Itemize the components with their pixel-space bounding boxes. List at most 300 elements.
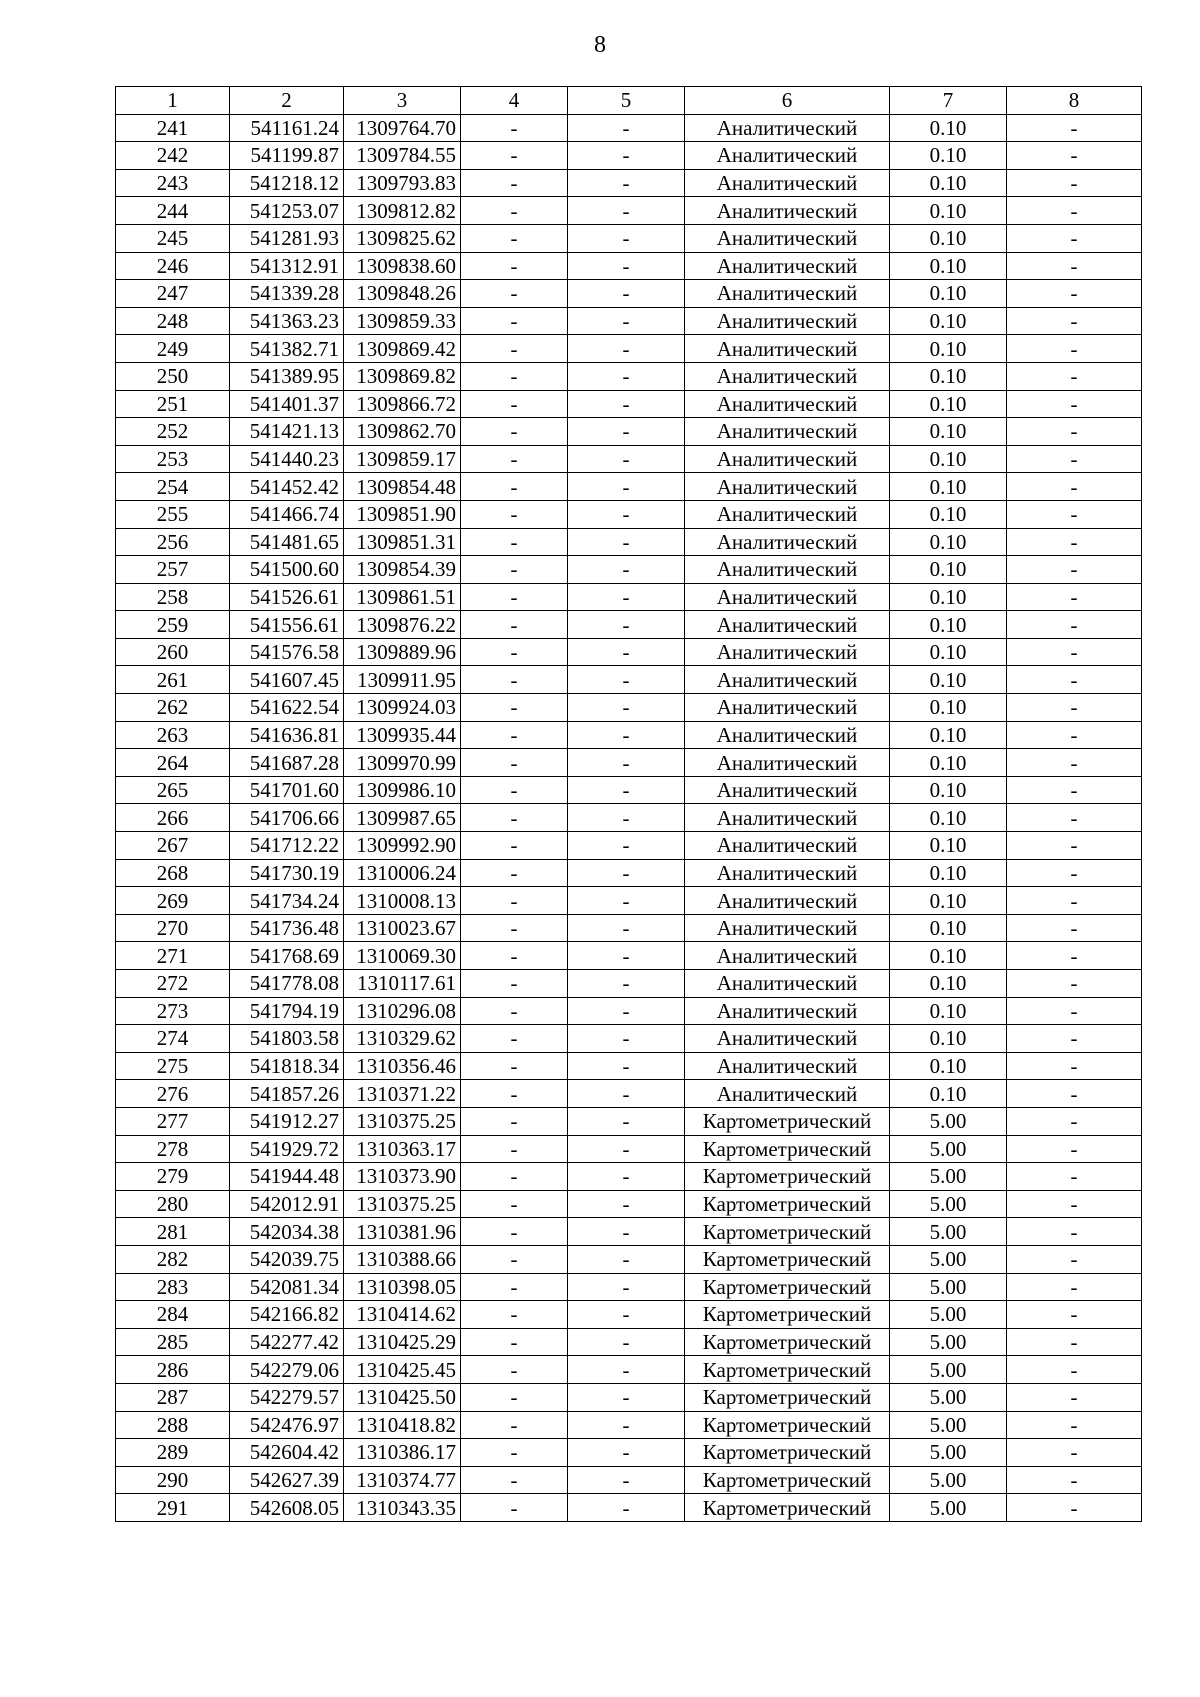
accuracy-cell: 0.10	[890, 832, 1007, 860]
col4-cell: -	[461, 224, 568, 252]
col8-cell: -	[1007, 1356, 1142, 1384]
col5-cell: -	[568, 1301, 685, 1329]
table-row	[116, 252, 1142, 280]
x-coordinate-cell: 541706.66	[230, 804, 344, 832]
point-number-cell: 251	[116, 390, 230, 418]
x-coordinate-cell: 541363.23	[230, 307, 344, 335]
col4-cell: -	[461, 169, 568, 197]
col8-cell: -	[1007, 914, 1142, 942]
x-coordinate-cell: 542039.75	[230, 1245, 344, 1273]
col4-cell: -	[461, 473, 568, 501]
x-coordinate-cell: 541500.60	[230, 556, 344, 584]
method-cell: Аналитический	[685, 500, 890, 528]
table-row	[116, 335, 1142, 363]
x-coordinate-cell: 541794.19	[230, 997, 344, 1025]
table-row	[116, 142, 1142, 170]
table-row	[116, 1466, 1142, 1494]
x-coordinate-cell: 541607.45	[230, 666, 344, 694]
method-cell: Аналитический	[685, 804, 890, 832]
point-number-cell: 276	[116, 1080, 230, 1108]
col5-cell: -	[568, 1245, 685, 1273]
table-row	[116, 1328, 1142, 1356]
method-cell: Картометрический	[685, 1301, 890, 1329]
x-coordinate-cell: 541768.69	[230, 942, 344, 970]
accuracy-cell: 0.10	[890, 804, 1007, 832]
column-header-7: 7	[890, 87, 1007, 115]
col8-cell: -	[1007, 970, 1142, 998]
col8-cell: -	[1007, 804, 1142, 832]
col8-cell: -	[1007, 1107, 1142, 1135]
col8-cell: -	[1007, 473, 1142, 501]
col8-cell: -	[1007, 1245, 1142, 1273]
method-cell: Аналитический	[685, 1025, 890, 1053]
table-row	[116, 887, 1142, 915]
col4-cell: -	[461, 1466, 568, 1494]
accuracy-cell: 5.00	[890, 1328, 1007, 1356]
point-number-cell: 287	[116, 1383, 230, 1411]
x-coordinate-cell: 541701.60	[230, 776, 344, 804]
y-coordinate-cell: 1310425.50	[344, 1383, 461, 1411]
y-coordinate-cell: 1309851.31	[344, 528, 461, 556]
col8-cell: -	[1007, 583, 1142, 611]
y-coordinate-cell: 1310414.62	[344, 1301, 461, 1329]
x-coordinate-cell: 541712.22	[230, 832, 344, 860]
point-number-cell: 249	[116, 335, 230, 363]
method-cell: Аналитический	[685, 224, 890, 252]
col8-cell: -	[1007, 859, 1142, 887]
col4-cell: -	[461, 749, 568, 777]
table-row	[116, 1356, 1142, 1384]
col5-cell: -	[568, 638, 685, 666]
point-number-cell: 263	[116, 721, 230, 749]
col5-cell: -	[568, 418, 685, 446]
col4-cell: -	[461, 859, 568, 887]
col8-cell: -	[1007, 418, 1142, 446]
table-row	[116, 169, 1142, 197]
col4-cell: -	[461, 1218, 568, 1246]
x-coordinate-cell: 541452.42	[230, 473, 344, 501]
col4-cell: -	[461, 611, 568, 639]
table-row	[116, 997, 1142, 1025]
col4-cell: -	[461, 1245, 568, 1273]
point-number-cell: 256	[116, 528, 230, 556]
method-cell: Аналитический	[685, 638, 890, 666]
x-coordinate-cell: 541576.58	[230, 638, 344, 666]
col8-cell: -	[1007, 1383, 1142, 1411]
x-coordinate-cell: 541818.34	[230, 1052, 344, 1080]
method-cell: Аналитический	[685, 859, 890, 887]
y-coordinate-cell: 1309986.10	[344, 776, 461, 804]
col8-cell: -	[1007, 500, 1142, 528]
method-cell: Аналитический	[685, 1052, 890, 1080]
column-header-5: 5	[568, 87, 685, 115]
method-cell: Картометрический	[685, 1466, 890, 1494]
method-cell: Картометрический	[685, 1107, 890, 1135]
point-number-cell: 289	[116, 1439, 230, 1467]
col8-cell: -	[1007, 1080, 1142, 1108]
x-coordinate-cell: 541389.95	[230, 362, 344, 390]
method-cell: Аналитический	[685, 445, 890, 473]
col5-cell: -	[568, 1411, 685, 1439]
x-coordinate-cell: 541312.91	[230, 252, 344, 280]
x-coordinate-cell: 541803.58	[230, 1025, 344, 1053]
method-cell: Аналитический	[685, 721, 890, 749]
method-cell: Аналитический	[685, 666, 890, 694]
table-row	[116, 1135, 1142, 1163]
point-number-cell: 268	[116, 859, 230, 887]
col4-cell: -	[461, 1107, 568, 1135]
col8-cell: -	[1007, 1439, 1142, 1467]
y-coordinate-cell: 1309825.62	[344, 224, 461, 252]
accuracy-cell: 0.10	[890, 942, 1007, 970]
x-coordinate-cell: 541556.61	[230, 611, 344, 639]
y-coordinate-cell: 1309869.82	[344, 362, 461, 390]
col4-cell: -	[461, 942, 568, 970]
x-coordinate-cell: 541339.28	[230, 280, 344, 308]
point-number-cell: 265	[116, 776, 230, 804]
x-coordinate-cell: 541481.65	[230, 528, 344, 556]
accuracy-cell: 0.10	[890, 776, 1007, 804]
y-coordinate-cell: 1310069.30	[344, 942, 461, 970]
table-row	[116, 1273, 1142, 1301]
col4-cell: -	[461, 914, 568, 942]
point-number-cell: 241	[116, 114, 230, 142]
table-row	[116, 970, 1142, 998]
accuracy-cell: 5.00	[890, 1466, 1007, 1494]
col4-cell: -	[461, 804, 568, 832]
col5-cell: -	[568, 611, 685, 639]
col5-cell: -	[568, 556, 685, 584]
x-coordinate-cell: 542277.42	[230, 1328, 344, 1356]
point-number-cell: 275	[116, 1052, 230, 1080]
col4-cell: -	[461, 280, 568, 308]
point-number-cell: 260	[116, 638, 230, 666]
point-number-cell: 279	[116, 1163, 230, 1191]
col5-cell: -	[568, 169, 685, 197]
table-header-row	[116, 87, 1142, 115]
y-coordinate-cell: 1310425.29	[344, 1328, 461, 1356]
table-row	[116, 390, 1142, 418]
x-coordinate-cell: 541253.07	[230, 197, 344, 225]
method-cell: Аналитический	[685, 1080, 890, 1108]
x-coordinate-cell: 542476.97	[230, 1411, 344, 1439]
method-cell: Аналитический	[685, 335, 890, 363]
y-coordinate-cell: 1309848.26	[344, 280, 461, 308]
col5-cell: -	[568, 528, 685, 556]
method-cell: Аналитический	[685, 749, 890, 777]
y-coordinate-cell: 1309987.65	[344, 804, 461, 832]
y-coordinate-cell: 1310386.17	[344, 1439, 461, 1467]
method-cell: Аналитический	[685, 887, 890, 915]
col4-cell: -	[461, 390, 568, 418]
accuracy-cell: 0.10	[890, 224, 1007, 252]
accuracy-cell: 0.10	[890, 721, 1007, 749]
point-number-cell: 254	[116, 473, 230, 501]
col8-cell: -	[1007, 1494, 1142, 1522]
col5-cell: -	[568, 252, 685, 280]
point-number-cell: 255	[116, 500, 230, 528]
y-coordinate-cell: 1310023.67	[344, 914, 461, 942]
accuracy-cell: 0.10	[890, 970, 1007, 998]
table-row	[116, 1052, 1142, 1080]
accuracy-cell: 0.10	[890, 859, 1007, 887]
method-cell: Аналитический	[685, 942, 890, 970]
x-coordinate-cell: 542279.57	[230, 1383, 344, 1411]
accuracy-cell: 0.10	[890, 694, 1007, 722]
method-cell: Аналитический	[685, 473, 890, 501]
x-coordinate-cell: 541687.28	[230, 749, 344, 777]
method-cell: Аналитический	[685, 970, 890, 998]
table-row	[116, 914, 1142, 942]
accuracy-cell: 0.10	[890, 197, 1007, 225]
method-cell: Картометрический	[685, 1356, 890, 1384]
col4-cell: -	[461, 335, 568, 363]
method-cell: Аналитический	[685, 362, 890, 390]
col5-cell: -	[568, 859, 685, 887]
column-header-1: 1	[116, 87, 230, 115]
col8-cell: -	[1007, 1411, 1142, 1439]
x-coordinate-cell: 541526.61	[230, 583, 344, 611]
col4-cell: -	[461, 252, 568, 280]
col4-cell: -	[461, 1411, 568, 1439]
col5-cell: -	[568, 1328, 685, 1356]
y-coordinate-cell: 1310398.05	[344, 1273, 461, 1301]
x-coordinate-cell: 542081.34	[230, 1273, 344, 1301]
col8-cell: -	[1007, 1301, 1142, 1329]
y-coordinate-cell: 1310343.35	[344, 1494, 461, 1522]
point-number-cell: 266	[116, 804, 230, 832]
point-number-cell: 270	[116, 914, 230, 942]
point-number-cell: 247	[116, 280, 230, 308]
col5-cell: -	[568, 500, 685, 528]
col5-cell: -	[568, 666, 685, 694]
col4-cell: -	[461, 583, 568, 611]
col8-cell: -	[1007, 1025, 1142, 1053]
x-coordinate-cell: 542034.38	[230, 1218, 344, 1246]
col8-cell: -	[1007, 556, 1142, 584]
y-coordinate-cell: 1309861.51	[344, 583, 461, 611]
method-cell: Картометрический	[685, 1273, 890, 1301]
point-number-cell: 262	[116, 694, 230, 722]
col8-cell: -	[1007, 1218, 1142, 1246]
method-cell: Аналитический	[685, 142, 890, 170]
method-cell: Аналитический	[685, 528, 890, 556]
table-row	[116, 1301, 1142, 1329]
col5-cell: -	[568, 1218, 685, 1246]
method-cell: Картометрический	[685, 1383, 890, 1411]
x-coordinate-cell: 541944.48	[230, 1163, 344, 1191]
table-row	[116, 1163, 1142, 1191]
col5-cell: -	[568, 1273, 685, 1301]
col5-cell: -	[568, 1190, 685, 1218]
y-coordinate-cell: 1309851.90	[344, 500, 461, 528]
y-coordinate-cell: 1310363.17	[344, 1135, 461, 1163]
accuracy-cell: 0.10	[890, 473, 1007, 501]
col5-cell: -	[568, 1356, 685, 1384]
y-coordinate-cell: 1309854.48	[344, 473, 461, 501]
col5-cell: -	[568, 114, 685, 142]
table-row	[116, 1218, 1142, 1246]
x-coordinate-cell: 542627.39	[230, 1466, 344, 1494]
method-cell: Аналитический	[685, 556, 890, 584]
col8-cell: -	[1007, 197, 1142, 225]
col5-cell: -	[568, 390, 685, 418]
col5-cell: -	[568, 224, 685, 252]
table-row	[116, 611, 1142, 639]
col4-cell: -	[461, 1439, 568, 1467]
col4-cell: -	[461, 776, 568, 804]
column-header-6: 6	[685, 87, 890, 115]
col5-cell: -	[568, 1025, 685, 1053]
method-cell: Картометрический	[685, 1328, 890, 1356]
x-coordinate-cell: 541736.48	[230, 914, 344, 942]
table-row	[116, 942, 1142, 970]
y-coordinate-cell: 1309869.42	[344, 335, 461, 363]
table-row	[116, 418, 1142, 446]
method-cell: Аналитический	[685, 114, 890, 142]
y-coordinate-cell: 1309935.44	[344, 721, 461, 749]
table-row	[116, 280, 1142, 308]
x-coordinate-cell: 541421.13	[230, 418, 344, 446]
y-coordinate-cell: 1310371.22	[344, 1080, 461, 1108]
accuracy-cell: 5.00	[890, 1107, 1007, 1135]
accuracy-cell: 0.10	[890, 307, 1007, 335]
accuracy-cell: 5.00	[890, 1135, 1007, 1163]
col8-cell: -	[1007, 721, 1142, 749]
page-number: 8	[594, 32, 606, 58]
col8-cell: -	[1007, 169, 1142, 197]
method-cell: Аналитический	[685, 611, 890, 639]
col8-cell: -	[1007, 335, 1142, 363]
point-number-cell: 277	[116, 1107, 230, 1135]
method-cell: Картометрический	[685, 1245, 890, 1273]
col8-cell: -	[1007, 611, 1142, 639]
x-coordinate-cell: 542279.06	[230, 1356, 344, 1384]
col5-cell: -	[568, 1135, 685, 1163]
col4-cell: -	[461, 307, 568, 335]
point-number-cell: 269	[116, 887, 230, 915]
y-coordinate-cell: 1310329.62	[344, 1025, 461, 1053]
column-header-4: 4	[461, 87, 568, 115]
method-cell: Аналитический	[685, 776, 890, 804]
col4-cell: -	[461, 1301, 568, 1329]
table-row	[116, 197, 1142, 225]
y-coordinate-cell: 1310006.24	[344, 859, 461, 887]
point-number-cell: 243	[116, 169, 230, 197]
table-row	[116, 556, 1142, 584]
x-coordinate-cell: 542166.82	[230, 1301, 344, 1329]
table-row	[116, 224, 1142, 252]
col4-cell: -	[461, 1052, 568, 1080]
accuracy-cell: 0.10	[890, 169, 1007, 197]
point-number-cell: 252	[116, 418, 230, 446]
col5-cell: -	[568, 1163, 685, 1191]
col5-cell: -	[568, 804, 685, 832]
y-coordinate-cell: 1309838.60	[344, 252, 461, 280]
col8-cell: -	[1007, 832, 1142, 860]
col5-cell: -	[568, 473, 685, 501]
accuracy-cell: 0.10	[890, 418, 1007, 446]
table-row	[116, 362, 1142, 390]
col4-cell: -	[461, 1383, 568, 1411]
column-header-2: 2	[230, 87, 344, 115]
accuracy-cell: 0.10	[890, 611, 1007, 639]
accuracy-cell: 0.10	[890, 914, 1007, 942]
y-coordinate-cell: 1310418.82	[344, 1411, 461, 1439]
accuracy-cell: 0.10	[890, 390, 1007, 418]
accuracy-cell: 0.10	[890, 142, 1007, 170]
accuracy-cell: 0.10	[890, 528, 1007, 556]
x-coordinate-cell: 541857.26	[230, 1080, 344, 1108]
col5-cell: -	[568, 445, 685, 473]
point-number-cell: 261	[116, 666, 230, 694]
y-coordinate-cell: 1309924.03	[344, 694, 461, 722]
y-coordinate-cell: 1309911.95	[344, 666, 461, 694]
col5-cell: -	[568, 1107, 685, 1135]
y-coordinate-cell: 1310356.46	[344, 1052, 461, 1080]
col8-cell: -	[1007, 666, 1142, 694]
col4-cell: -	[461, 1025, 568, 1053]
table-row	[116, 859, 1142, 887]
table-row	[116, 1190, 1142, 1218]
col5-cell: -	[568, 887, 685, 915]
point-number-cell: 273	[116, 997, 230, 1025]
col8-cell: -	[1007, 280, 1142, 308]
col5-cell: -	[568, 362, 685, 390]
col4-cell: -	[461, 418, 568, 446]
accuracy-cell: 5.00	[890, 1356, 1007, 1384]
col4-cell: -	[461, 970, 568, 998]
method-cell: Картометрический	[685, 1163, 890, 1191]
x-coordinate-cell: 541382.71	[230, 335, 344, 363]
point-number-cell: 242	[116, 142, 230, 170]
accuracy-cell: 0.10	[890, 749, 1007, 777]
col8-cell: -	[1007, 307, 1142, 335]
table-row	[116, 1107, 1142, 1135]
col4-cell: -	[461, 142, 568, 170]
x-coordinate-cell: 541622.54	[230, 694, 344, 722]
table-row	[116, 666, 1142, 694]
col5-cell: -	[568, 914, 685, 942]
x-coordinate-cell: 541734.24	[230, 887, 344, 915]
y-coordinate-cell: 1309859.17	[344, 445, 461, 473]
accuracy-cell: 0.10	[890, 252, 1007, 280]
accuracy-cell: 5.00	[890, 1218, 1007, 1246]
y-coordinate-cell: 1310117.61	[344, 970, 461, 998]
col4-cell: -	[461, 1080, 568, 1108]
point-number-cell: 272	[116, 970, 230, 998]
col4-cell: -	[461, 500, 568, 528]
table-row	[116, 1383, 1142, 1411]
method-cell: Аналитический	[685, 694, 890, 722]
point-number-cell: 258	[116, 583, 230, 611]
x-coordinate-cell: 541778.08	[230, 970, 344, 998]
method-cell: Аналитический	[685, 418, 890, 446]
table-row	[116, 1439, 1142, 1467]
table-row	[116, 638, 1142, 666]
col4-cell: -	[461, 445, 568, 473]
accuracy-cell: 0.10	[890, 997, 1007, 1025]
accuracy-cell: 0.10	[890, 638, 1007, 666]
accuracy-cell: 0.10	[890, 335, 1007, 363]
y-coordinate-cell: 1309889.96	[344, 638, 461, 666]
method-cell: Аналитический	[685, 997, 890, 1025]
col5-cell: -	[568, 142, 685, 170]
point-number-cell: 245	[116, 224, 230, 252]
y-coordinate-cell: 1310425.45	[344, 1356, 461, 1384]
y-coordinate-cell: 1310296.08	[344, 997, 461, 1025]
point-number-cell: 286	[116, 1356, 230, 1384]
